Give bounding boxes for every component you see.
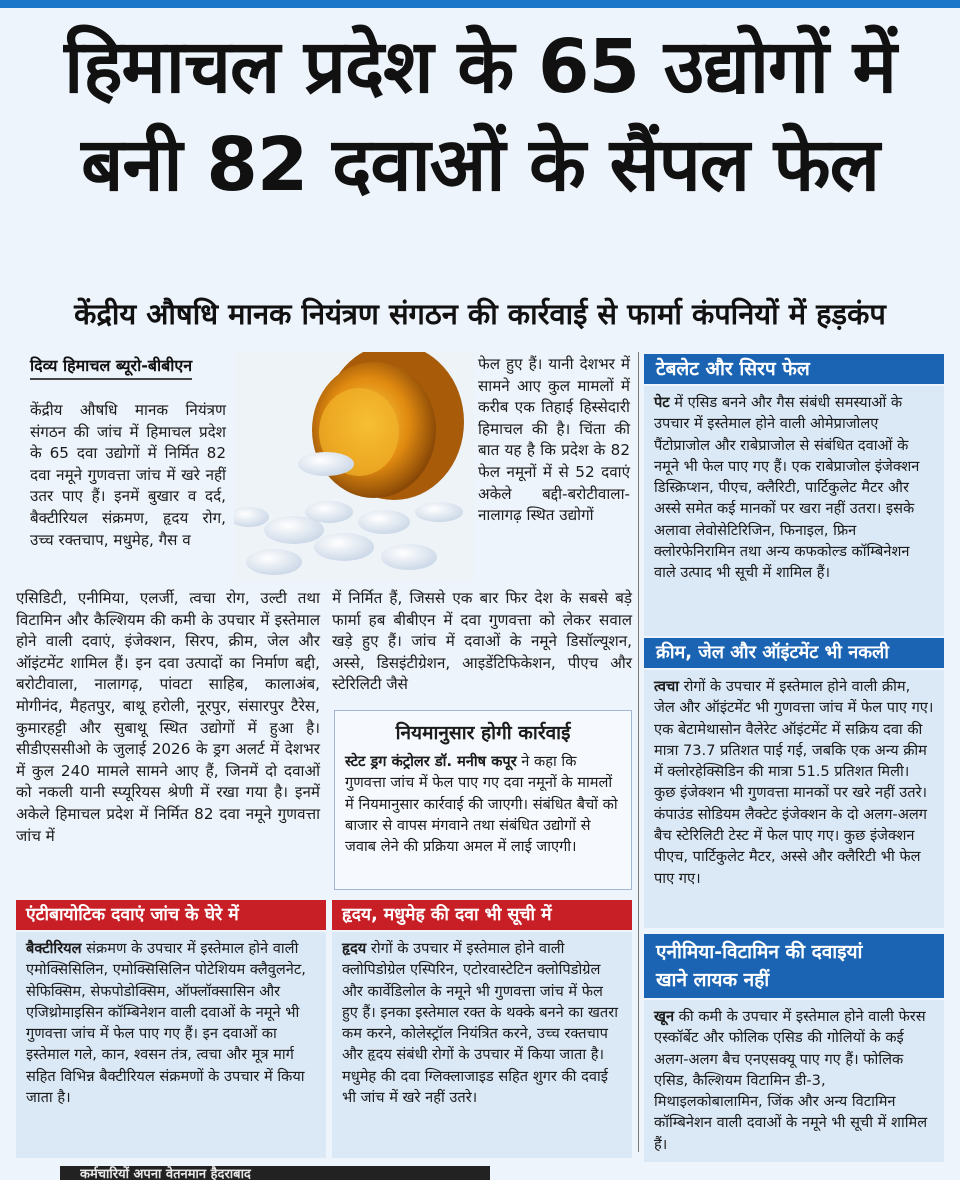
cream-section-title: क्रीम, जेल और ऑइंटमेंट भी नकली <box>644 638 944 668</box>
antibiotic-section-body <box>16 932 326 1158</box>
anemia-title-line-2: खाने लायक नहीं <box>656 969 770 991</box>
antibiotic-section-title: एंटीबायोटिक दवाएं जांच के घेरे में <box>16 900 326 930</box>
headline <box>0 18 960 214</box>
anemia-title-line-1: एनीमिया-विटामिन की दवाइयां <box>656 941 863 963</box>
headline-line-2: बनी 82 दवाओं के सैंपल फेल <box>81 122 879 208</box>
cream-section-body <box>644 670 944 928</box>
pill-bottle-illustration <box>234 352 474 582</box>
article-col1-part2: एसिडिटी, एनीमिया, एलर्जी, त्वचा रोग, उल्टी तथा विटामिन और कैल्शियम की कमी के उपचार में इस्तेमाल होने वाली दवाएं, इंजेक्शन, सिरप, क्रीम, जेल और ऑइंटमेंट शामिल हैं। इन दवा उत्पादों का निर्माण बद्दी, बरोटीवाला, नालागढ़, पांवटा साहिब, कालाअंब, मोगीनंद, मैहतपुर, बाथू हरोली, नूरपुर, संसारपुर टैरेस, कुमारहट्टी और सुबाथू स्थित उद्योगों में हुआ है। सीडीएससीओ के जुलाई 2026 के ड्रग अलर्ट में देशभर में कुल 240 मामले सामने आए हैं, जिनमें दो दवाओं को नकली यानी स्प्यूरियस श्रेणी में रखा गया है। इनमें अकेले हिमाचल प्रदेश में निर्मित 82 दवा नमूने गुणवत्ता जांच में <box>16 589 320 845</box>
action-box-lead: स्टेट ड्रग कंट्रोलर डॉ. मनीष कपूर <box>345 753 517 770</box>
tablet-section-body <box>644 386 944 636</box>
tablet-section-lead: पेट <box>654 394 670 411</box>
antibiotic-section-text: संक्रमण के उपचार में इस्तेमाल होने वाली एमोक्सिसिलिन, एमोक्सिसिलिन पोटेशियम क्लैवुलनेट, सेफिक्सिम, सेफपोडोक्सिम, ऑफ्लॉक्सासिन और एजिथ्रोमाइसिन कॉम्बिनेशन वाली दवाओं के नमूने भी गुणवत्ता जांच में फेल पाए गए हैं। इन दवाओं का इस्तेमाल गले, कान, श्वसन तंत्र, त्वचा और मूत्र मार्ग सहित विभिन्न बैक्टीरियल संक्रमणों के उपचार में किया जाता है। <box>26 940 306 1107</box>
heart-section-lead: हृदय <box>342 940 367 957</box>
antibiotic-section-lead: बैक्टीरियल <box>26 940 82 957</box>
anemia-section-text: की कमी के उपचार में इस्तेमाल होने वाली फेरस एस्कॉर्बेट और फोलिक एसिड की गोलियों के कई अलग-अलग बैच एनएसक्यू पाए गए हैं। फोलिक एसिड, कैल्शियम विटामिन डी-3, मिथाइलकोबालामिन, जिंक और अन्य विटामिन कॉम्बिनेशन वाली दवाओं के नमूने भी सूची में शामिल हैं। <box>654 1008 928 1153</box>
pill-bottle-photo <box>234 352 474 582</box>
heart-section-body <box>332 932 632 1158</box>
article-col1-part1: केंद्रीय औषधि मानक नियंत्रण संगठन की जांच में हिमाचल प्रदेश के 65 दवा उद्योगों में निर्मित 82 दवा नमूने गुणवत्ता जांच में खरे नहीं उतर पाए हैं। इनमें बुखार व दर्द, बैक्टीरियल संक्रमण, हृदय रोग, उच्च रक्तचाप, मधुमेह, गैस व <box>30 401 226 549</box>
cream-section-text: रोगों के उपचार में इस्तेमाल होने वाली क्रीम, जेल और ऑइंटमेंट भी गुणवत्ता जांच में फेल पाए गए। एक बेटामेथासोन वैलेरेट ऑइंटमेंट में सक्रिय दवा की मात्रा 73.7 प्रतिशत पाई गई, जबकि एक अन्य क्रीम में क्लोरहेक्सिडिन की मात्रा 51.5 प्रतिशत मिली। कुछ इंजेक्शन भी गुणवत्ता मानकों पर खरे नहीं उतरे। कंपाउंड सोडियम लैक्टेट इंजेक्शन के दो अलग-अलग बैच स्टेरिलिटी टेस्ट में फेल पाए गए। कुछ इंजेक्शन पीएच, पार्टिकुलेट मैटर, अस्से और क्लैरिटी भी फेल पाए गए। <box>654 678 934 887</box>
heart-section-title: हृदय, मधुमेह की दवा भी सूची में <box>332 900 632 930</box>
headline-line-1: हिमाचल प्रदेश के 65 उद्योगों में <box>64 24 896 110</box>
byline: दिव्य हिमाचल ब्यूरो-बीबीएन <box>30 354 192 380</box>
heart-section-text: रोगों के उपचार में इस्तेमाल होने वाली क्लोपिडोग्रेल एस्पिरिन, एटोरवास्टेटिन क्लोपिडोग्रेल और कार्वेडिलोल के नमूने भी गुणवत्ता जांच में फेल हुए हैं। इनका इस्तेमाल रक्त के थक्के बनने का खतरा कम करने, कोलेस्ट्रॉल नियंत्रित करने, उच्च रक्तचाप और हृदय संबंधी रोगों के उपचार में किया जाता है। मधुमेह की दवा ग्लिक्लाजाइड सहित शुगर की दवाई भी जांच में खरे नहीं उतरे। <box>342 940 618 1107</box>
bottom-strip-text: कर्मचारियों अपना वेतनमान हैदराबाद <box>80 1167 251 1180</box>
anemia-section-lead: खून <box>654 1008 675 1025</box>
article-col2-part1: फेल हुए हैं। यानी देशभर में सामने आए कुल मामलों में करीब एक तिहाई हिस्सेदारी हिमाचल की है। चिंता की बात यह है कि प्रदेश के 82 फेल नमूनों में से 52 दवाएं अकेले बद्दी-बरोटीवाला-नालागढ़ स्थित उद्योगों <box>478 355 630 525</box>
column-divider <box>638 352 639 1152</box>
cream-section-lead: त्वचा <box>654 678 680 695</box>
action-box-body: ने कहा कि गुणवत्ता जांच में फेल पाए गए दवा नमूनों के मामलों में नियमानुसार कार्रवाई की जाएगी। संबंधित बैचों को बाजार से वापस मंगवाने तथा संबंधित उद्योगों से जवाब लेने की प्रक्रिया अमल में लाई जाएगी। <box>345 753 618 856</box>
subheadline: केंद्रीय औषधि मानक नियंत्रण संगठन की कार्रवाई से फार्मा कंपनियों में हड़कंप <box>74 297 886 331</box>
action-box-title: नियमानुसार होगी कार्रवाई <box>395 722 571 744</box>
article-col2-part2: में निर्मित हैं, जिससे एक बार फिर देश के सबसे बड़े फार्मा हब बीबीएन में दवा गुणवत्ता को लेकर सवाल खड़े हुए हैं। जांच में दवाओं के नमूने डिसॉल्यूशन, अस्से, डिसइंटीग्रेशन, आइडेंटिफिकेशन, पीएच और स्टेरिलिटी जैसे <box>332 589 632 694</box>
top-color-bar <box>0 0 960 8</box>
tablet-section-text: में एसिड बनने और गैस संबंधी समस्याओं के उपचार में इस्तेमाल होने वाली ओमेप्राजोलए पैंटोप्राजोल और राबेप्राजोल से संबंधित दवाओं के नमूने भी फेल पाए गए हैं। एक राबेप्राजोल इंजेक्शन डिस्क्रिप्शन, पीएच, क्लैरिटी, पार्टिकुलेट मैटर और अस्से समेत कई मानकों पर खरा नहीं उतरा। इसके अलावा लेवोसेटिरिजिन, फिनाइल, फ्रिन क्लोरफेनिरामिन तथा अन्य कफकोल्ड कॉम्बिनेशन वाले उत्पाद भी सूची में शामिल हैं। <box>654 394 920 582</box>
action-box <box>334 710 632 890</box>
tablet-section-title: टेबलेट और सिरप फेल <box>644 354 944 384</box>
anemia-section-title <box>644 934 944 998</box>
anemia-section-body <box>644 1000 944 1162</box>
